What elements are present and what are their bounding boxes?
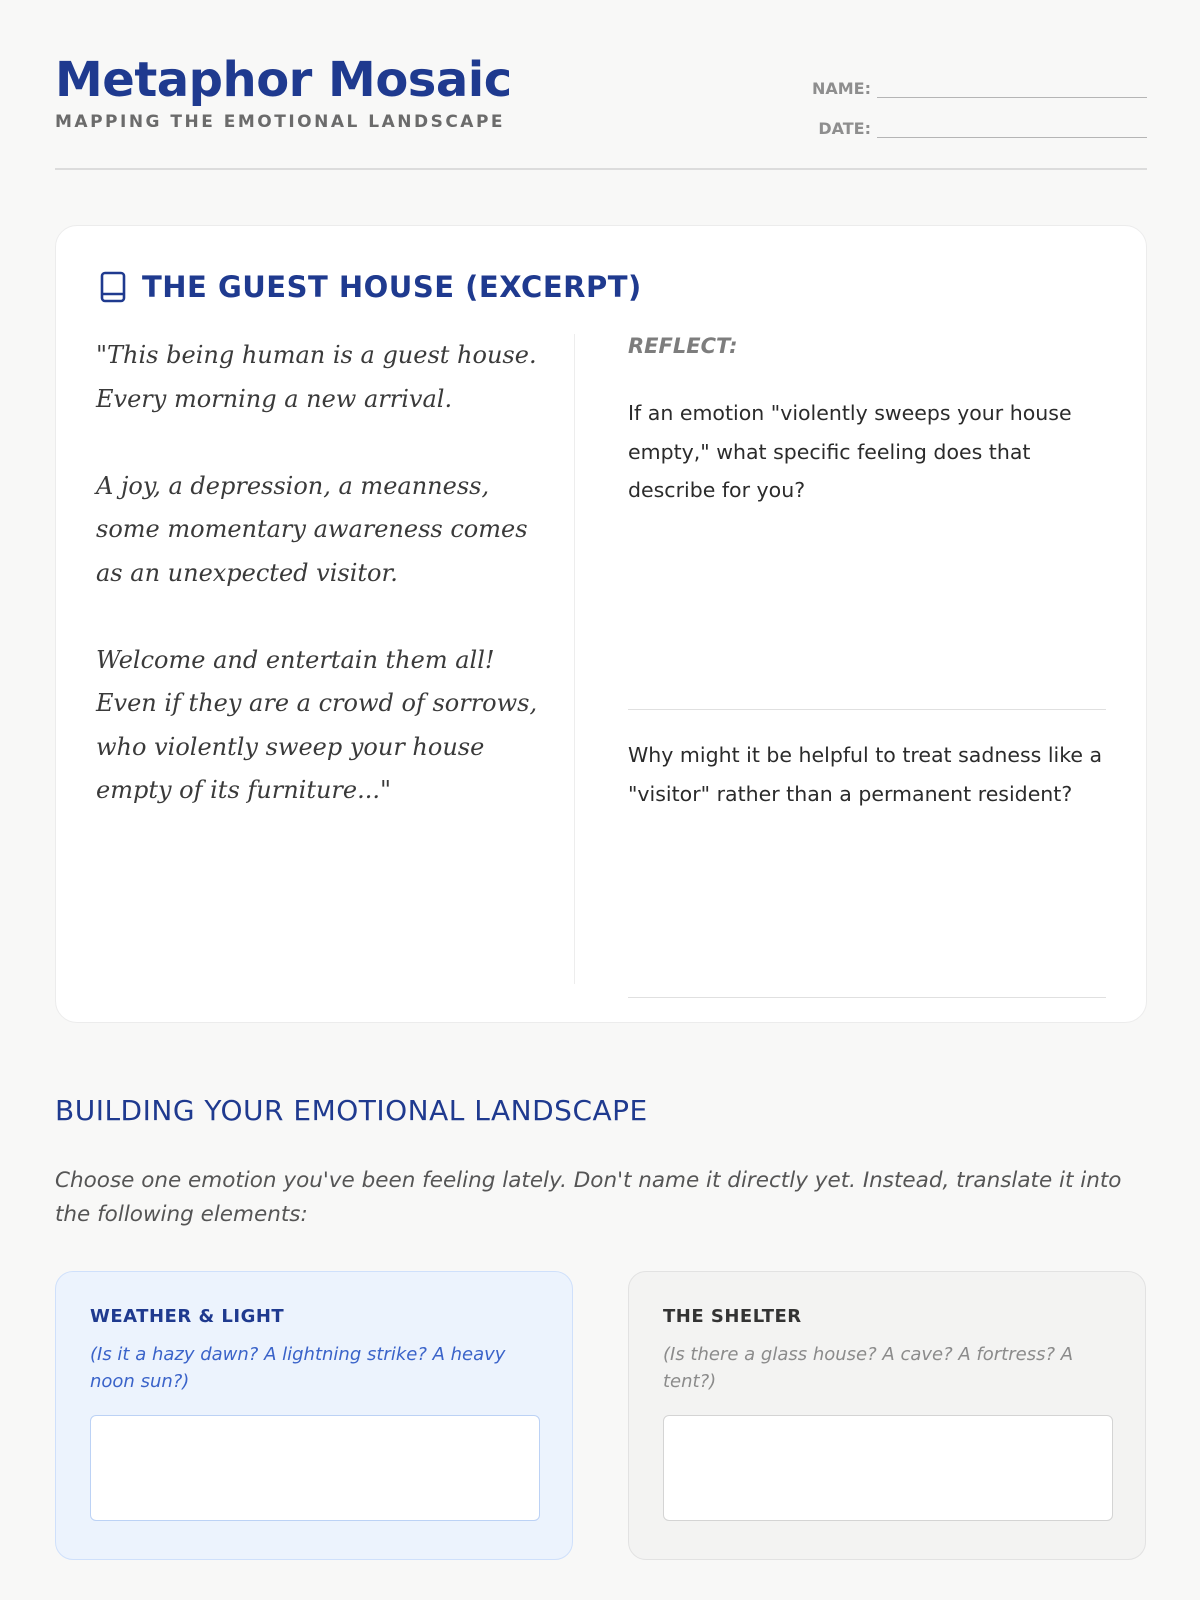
weather-light-input[interactable] xyxy=(90,1415,540,1521)
student-meta xyxy=(787,64,1147,144)
reflect-section xyxy=(628,334,1106,998)
shelter-panel xyxy=(628,1271,1146,1560)
question-text: Why might it be helpful to treat sadness like a "visitor" rather than a permanent resident? xyxy=(628,743,1103,806)
reflect-label: REFLECT: xyxy=(628,334,738,358)
column-divider xyxy=(574,334,575,984)
panel-hint: (Is it a hazy dawn? A lightning strike? A heavy noon sun?) xyxy=(90,1344,506,1392)
poem-card xyxy=(55,225,1147,1023)
panel-title: WEATHER & LIGHT xyxy=(90,1306,285,1327)
weather-light-panel xyxy=(55,1271,573,1560)
section-intro: Choose one emotion you've been feeling lately. Don't name it directly yet. Instead, translate it into the following elements: xyxy=(55,1168,1122,1227)
panel-hint: (Is there a glass house? A cave? A fortress? A tent?) xyxy=(663,1344,1074,1392)
poem-excerpt: "This being human is a guest house. Every morning a new arrival. A joy, a depression, a meanness, some momentary awareness comes as an unexpected visitor. Welcome and entertain them all! Even if they are a crowd of sorrows, who violently sweep your house empty of its furniture..." xyxy=(96,341,538,804)
worksheet-header xyxy=(55,52,1147,170)
date-label: DATE: xyxy=(818,119,871,138)
date-field[interactable] xyxy=(877,112,1147,138)
name-label: NAME: xyxy=(811,79,871,98)
section-title: BUILDING YOUR EMOTIONAL LANDSCAPE xyxy=(55,1094,648,1127)
question-text: If an emotion "violently sweeps your house empty," what specific feeling does that describe for you? xyxy=(628,401,1072,502)
poem-title: THE GUEST HOUSE (EXCERPT) xyxy=(142,270,642,304)
name-field[interactable] xyxy=(877,72,1147,98)
panel-title: THE SHELTER xyxy=(663,1306,802,1327)
poem-heading xyxy=(98,270,642,304)
book-icon xyxy=(98,270,128,304)
reflect-question-1[interactable] xyxy=(628,394,1106,710)
name-row xyxy=(787,64,1147,104)
worksheet-subtitle: MAPPING THE EMOTIONAL LANDSCAPE xyxy=(55,112,506,132)
worksheet-title: Metaphor Mosaic xyxy=(55,52,512,108)
reflect-question-2[interactable] xyxy=(628,736,1106,998)
date-row xyxy=(787,104,1147,144)
shelter-input[interactable] xyxy=(663,1415,1113,1521)
